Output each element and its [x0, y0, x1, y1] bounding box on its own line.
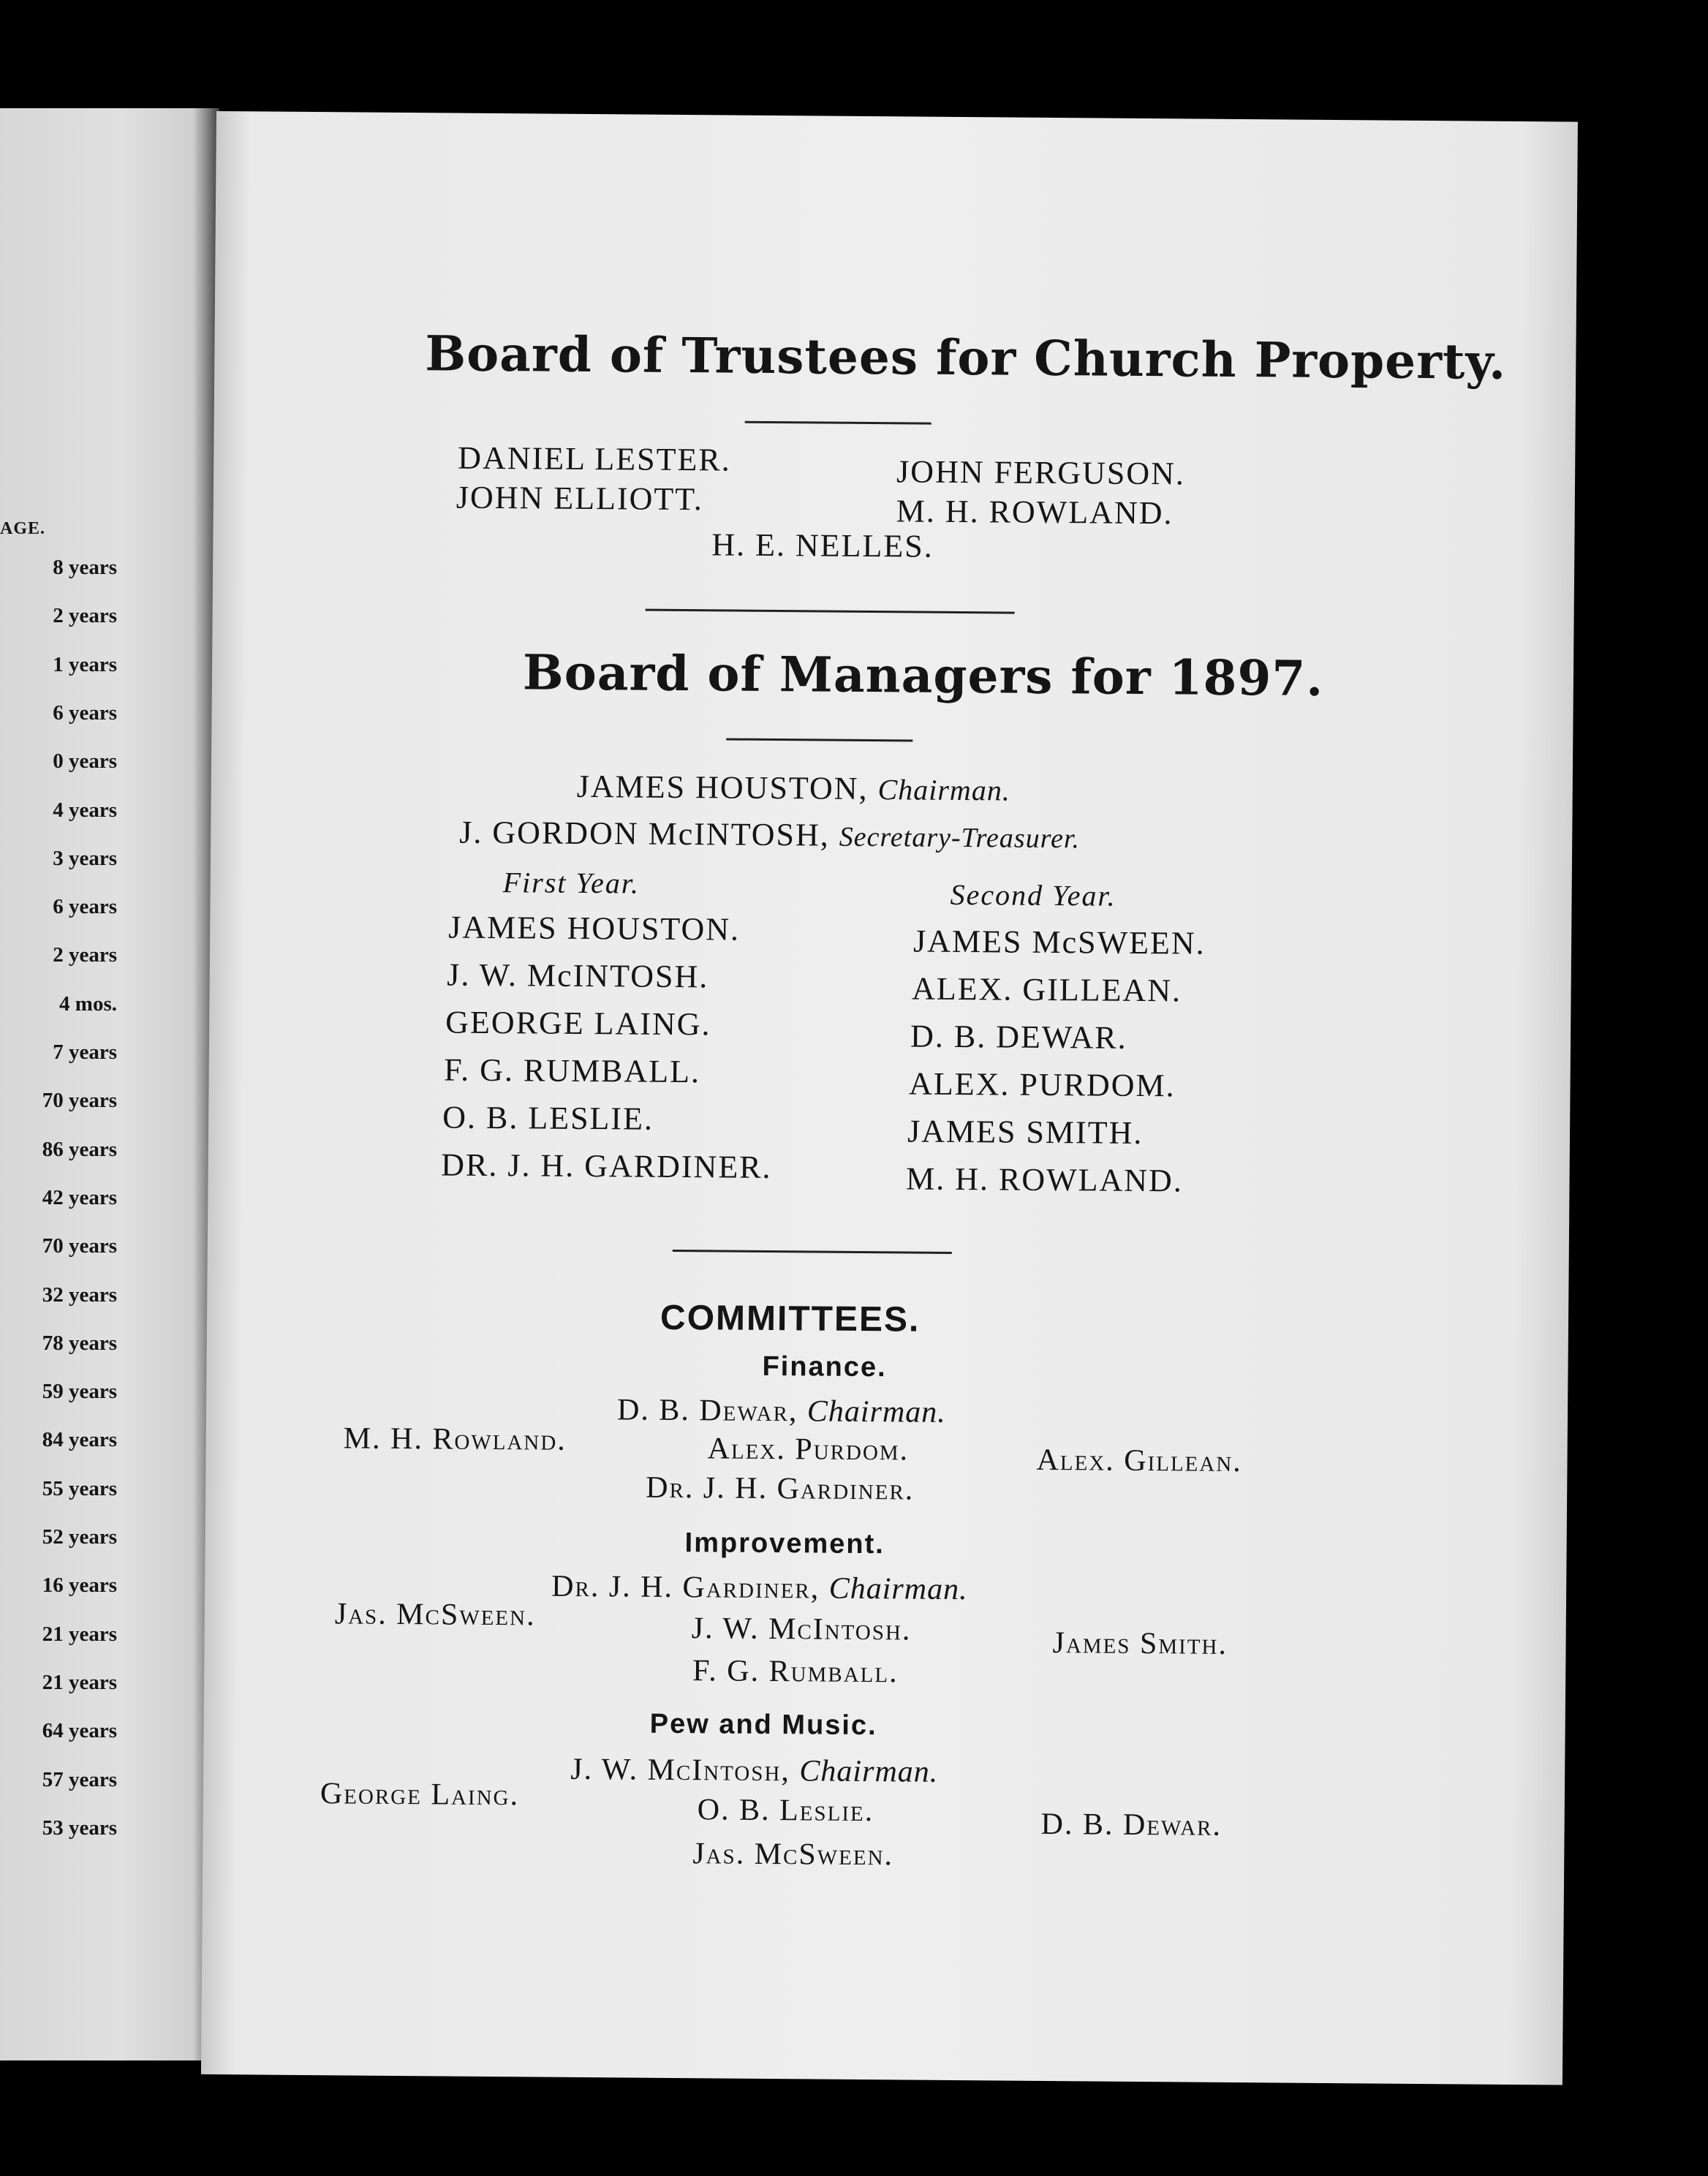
improvement-member: J. W. McIntosh.	[691, 1612, 912, 1647]
age-entry: 59 years	[42, 1380, 117, 1404]
age-entry: 78 years	[42, 1331, 117, 1355]
first-year-manager: GEORGE LAING.	[445, 1004, 711, 1043]
secretary-role: Secretary-Treasurer.	[839, 821, 1081, 855]
second-year-label: Second Year.	[950, 877, 1116, 913]
first-year-manager: DR. J. H. GARDINER.	[440, 1146, 772, 1186]
facing-page	[0, 108, 219, 2060]
secretary-name: J. GORDON McINTOSH,	[459, 814, 830, 853]
finance-member: Alex. Purdom.	[707, 1432, 910, 1467]
trustees-heading: Board of Trustees for Church Property.	[425, 325, 1507, 390]
first-year-label: First Year.	[502, 866, 640, 900]
improvement-member: James Smith.	[1052, 1626, 1228, 1661]
document-page	[201, 111, 1578, 2085]
age-column-header: AGE.	[0, 519, 46, 538]
age-entry: 4 years	[53, 798, 117, 822]
pew-music-member: Jas. McSween.	[692, 1837, 894, 1873]
age-entry: 55 years	[42, 1476, 117, 1500]
age-entry: 3 years	[53, 846, 117, 870]
age-entry: 7 years	[53, 1040, 117, 1064]
age-entry: 53 years	[42, 1816, 117, 1840]
age-entry: 2 years	[53, 943, 117, 967]
chairman-role: Chairman.	[877, 773, 1010, 807]
chairman-name: Dr. J. H. Gardiner,	[551, 1569, 820, 1606]
age-entry: 57 years	[42, 1767, 117, 1791]
divider	[745, 421, 932, 425]
pew-music-member: O. B. Leslie.	[697, 1793, 874, 1829]
second-year-manager: JAMES McSWEEN.	[912, 923, 1206, 962]
chairman-role: Chairman.	[828, 1571, 968, 1607]
age-entry: 84 years	[42, 1428, 117, 1452]
age-entry: 70 years	[42, 1089, 117, 1113]
finance-committee-title: Finance.	[762, 1350, 887, 1383]
age-entry: 70 years	[42, 1234, 117, 1258]
trustee-name: M. H. ROWLAND.	[896, 493, 1174, 532]
managers-chairman	[577, 768, 1010, 809]
improvement-member: F. G. Rumball.	[692, 1654, 899, 1690]
chairman-name: J. W. McIntosh,	[570, 1752, 791, 1788]
divider	[726, 738, 912, 742]
age-entry: 4 mos.	[59, 991, 117, 1016]
age-entry: 42 years	[42, 1185, 117, 1209]
pew-music-committee-title: Pew and Music.	[649, 1708, 877, 1742]
improvement-member: Jas. McSween.	[334, 1597, 536, 1633]
pew-music-member: George Laing.	[320, 1777, 520, 1813]
chairman-name: JAMES HOUSTON,	[576, 768, 869, 807]
trustee-name: H. E. NELLES.	[711, 526, 934, 564]
first-year-manager: JAMES HOUSTON.	[448, 909, 741, 948]
age-entry: 2 years	[53, 604, 117, 628]
pew-music-member: D. B. Dewar.	[1040, 1807, 1223, 1843]
finance-member: Alex. Gillean.	[1036, 1443, 1242, 1479]
improvement-chairman	[551, 1569, 968, 1607]
finance-chairman	[617, 1392, 946, 1430]
age-entry: 6 years	[53, 895, 117, 919]
first-year-manager: J. W. McINTOSH.	[447, 956, 709, 995]
second-year-manager: M. H. ROWLAND.	[905, 1160, 1184, 1199]
trustee-name: JOHN ELLIOTT.	[456, 479, 704, 518]
second-year-manager: D. B. DEWAR.	[910, 1018, 1127, 1056]
first-year-manager: F. G. RUMBALL.	[444, 1051, 701, 1090]
chairman-role: Chairman.	[806, 1394, 946, 1429]
trustee-name: DANIEL LESTER.	[458, 439, 731, 478]
pew-music-chairman	[570, 1752, 938, 1790]
age-entry: 21 years	[42, 1670, 117, 1694]
age-entry: 21 years	[42, 1622, 117, 1646]
second-year-manager: ALEX. GILLEAN.	[911, 970, 1182, 1009]
managers-heading: Board of Managers for 1897.	[522, 643, 1324, 707]
age-entry: 6 years	[53, 700, 117, 725]
age-entry: 86 years	[42, 1137, 117, 1161]
divider	[646, 609, 1015, 614]
age-entry: 0 years	[53, 749, 117, 774]
age-entry: 8 years	[53, 556, 117, 579]
finance-member: Dr. J. H. Gardiner.	[646, 1470, 915, 1507]
trustee-name: JOHN FERGUSON.	[896, 453, 1186, 492]
improvement-committee-title: Improvement.	[684, 1527, 885, 1560]
finance-member: M. H. Rowland.	[343, 1421, 567, 1457]
second-year-manager: ALEX. PURDOM.	[908, 1065, 1176, 1104]
managers-secretary	[459, 814, 1080, 856]
chairman-name: D. B. Dewar,	[616, 1393, 798, 1429]
age-entry: 64 years	[42, 1719, 117, 1743]
chairman-role: Chairman.	[799, 1754, 939, 1789]
age-entry: 52 years	[42, 1525, 117, 1549]
committees-heading: COMMITTEES.	[660, 1298, 921, 1340]
second-year-manager: JAMES SMITH.	[907, 1113, 1144, 1151]
divider	[673, 1250, 952, 1254]
age-entry: 32 years	[42, 1282, 117, 1307]
first-year-manager: O. B. LESLIE.	[442, 1099, 654, 1137]
age-entry: 1 years	[53, 652, 117, 676]
age-entry: 16 years	[42, 1574, 117, 1598]
